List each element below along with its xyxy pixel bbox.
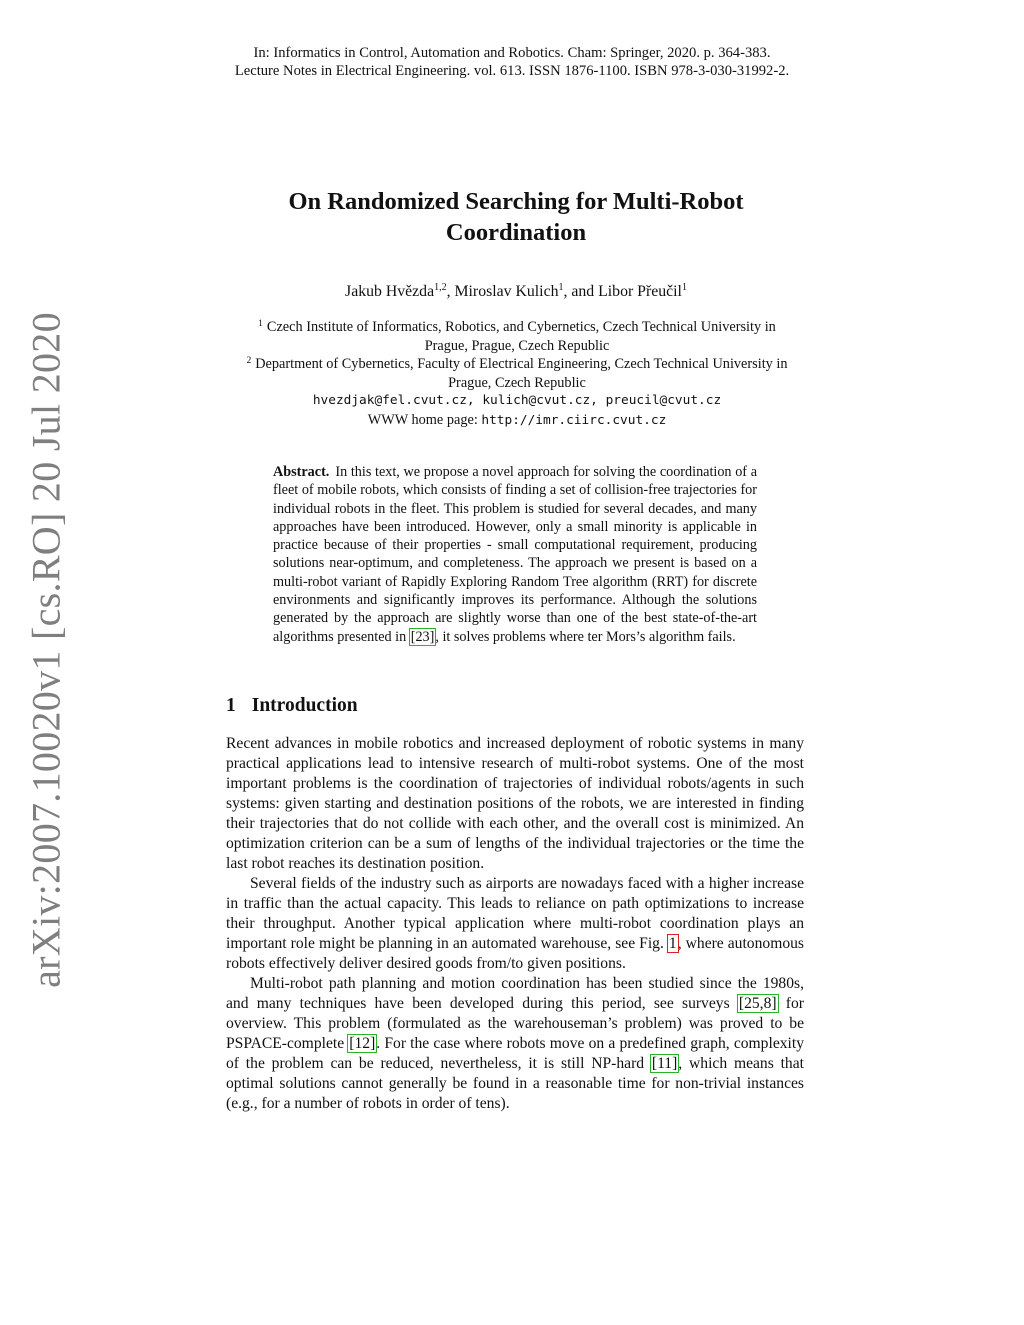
paragraph-text: , which means that optimal solutions cannot generally be found in a reasonable time for non-trivial instances (e.g., for a number of robots in order of tens). xyxy=(226,1055,804,1112)
header-line-1: In: Informatics in Control, Automation and Robotics. Cham: Springer, 2020. p. 364-383. xyxy=(253,45,771,61)
citation-link[interactable]: [12] xyxy=(349,1035,376,1052)
paragraph-text: Several fields of the industry such as airports are nowadays faced with a higher increase in traffic than the actual capacity. This leads to reliance on path optimizations to increase their throughput. Another typical application where multi-robot coordination plays an important role might be planning in an automated warehouse, see Fig. xyxy=(226,875,804,952)
paragraph xyxy=(226,974,804,1114)
paragraph-text: for overview. This problem (formulated as the warehouseman’s problem) was proved to be PSPACE-complete xyxy=(226,995,804,1052)
paragraph-text: . For the case where robots move on a predefined graph, complexity of the problem can be reduced, nevertheless, it is still NP-hard xyxy=(226,1035,804,1072)
affiliation-2-cont: Prague, Czech Republic xyxy=(448,374,586,391)
paragraph: Recent advances in mobile robotics and increased deployment of robotic systems in many practical applications lead to intensive research of multi-robot systems. One of the most important problems is the coordination of trajectories of individual robots/agents in such systems: given starting and destination positions of the robots, we are interested in finding their trajectories that do not collide with each other, and the overall cost is minimized. An optimization criterion can be a sum of lengths of the individual trajectories or the time the last robot reaches its destination position. xyxy=(226,735,804,872)
section-title: Introduction xyxy=(251,695,358,716)
affiliation-1 xyxy=(222,318,812,337)
citation-link[interactable]: [23] xyxy=(410,628,435,645)
paragraph xyxy=(226,874,804,974)
author-conjunction: , and xyxy=(563,283,599,300)
homepage-line xyxy=(222,411,812,431)
paragraph-text: Multi-robot path planning and motion coordination has been studied since the 1980s, and many techniques have been developed during this period, see surveys xyxy=(226,975,804,1012)
abstract-text: In this text, we propose a novel approach for solving the coordination of a fleet of mobile robots, which consists of finding a set of collision-free trajectories for individual robots in the fleet. This problem is studied for several decades, and many approaches have been introduced. However, only a small minority is applicable in practice because of their properties - small computational requirement, producing solutions near-optimum, and completeness. The approach we present is based on a multi-robot variant of Rapidly Exploring Random Tree algorithm (RRT) for discrete environments and significantly improves its performance. Although the solutions generated by the approach are slightly worse than one of the best state-of-the-art algorithms presented in xyxy=(273,464,757,645)
author-name: Miroslav Kulich xyxy=(454,283,559,300)
affiliation-text: Czech Institute of Informatics, Robotics, and Cybernetics, Czech Technical University in xyxy=(266,319,776,335)
affiliations xyxy=(222,318,812,430)
author-name: Libor Přeučil xyxy=(598,283,682,300)
figure-link[interactable]: 1 xyxy=(668,935,677,952)
affiliation-text: Department of Cybernetics, Faculty of Electrical Engineering, Czech Technical University in xyxy=(255,356,788,372)
affiliation-marker: 1 xyxy=(558,282,564,293)
affiliation-number: 1 xyxy=(258,319,263,329)
header-line-2: Lecture Notes in Electrical Engineering. vol. 613. ISSN 1876-1100. ISBN 978-3-030-31992-2. xyxy=(234,63,790,79)
section-number: 1 xyxy=(226,695,236,716)
paper-title xyxy=(230,186,802,248)
citation-link[interactable]: [25,8] xyxy=(738,995,777,1012)
author-emails[interactable]: hvezdjak@fel.cvut.cz, kulich@cvut.cz, preucil@cvut.cz xyxy=(312,393,722,408)
citation-link[interactable]: [11] xyxy=(651,1055,678,1072)
affiliation-marker: 1 xyxy=(681,282,687,293)
affiliation-marker: 1,2 xyxy=(434,282,447,293)
homepage-link[interactable]: http://imr.ciirc.cvut.cz xyxy=(481,412,667,428)
affiliation-2 xyxy=(222,355,812,374)
author-name: Jakub Hvězda xyxy=(345,283,435,300)
title-line-1: On Randomized Searching for Multi-Robot xyxy=(288,188,744,215)
abstract xyxy=(273,463,757,646)
section-body xyxy=(226,734,804,1114)
section-heading xyxy=(226,694,358,718)
paragraph-text: , where autonomous robots effectively deliver desired goods from/to given positions. xyxy=(226,935,804,972)
arxiv-identifier: arXiv:2007.10020v1 [cs.RO] 20 Jul 2020 xyxy=(23,312,69,988)
title-line-2: Coordination xyxy=(445,219,587,246)
affiliation-1-cont: Prague, Prague, Czech Republic xyxy=(424,337,610,354)
publication-header xyxy=(0,44,1024,80)
abstract-text-end: , it solves problems where ter Mors’s algorithm fails. xyxy=(435,628,736,645)
abstract-label: Abstract. xyxy=(273,464,330,480)
affiliation-number: 2 xyxy=(246,356,252,366)
author-list: Jakub Hvězda$^{1,2}$, Miroslav Kulich$^1$, and Libor Přeučil$^1$ xyxy=(345,282,687,300)
homepage-label: WWW home page: xyxy=(367,411,482,428)
